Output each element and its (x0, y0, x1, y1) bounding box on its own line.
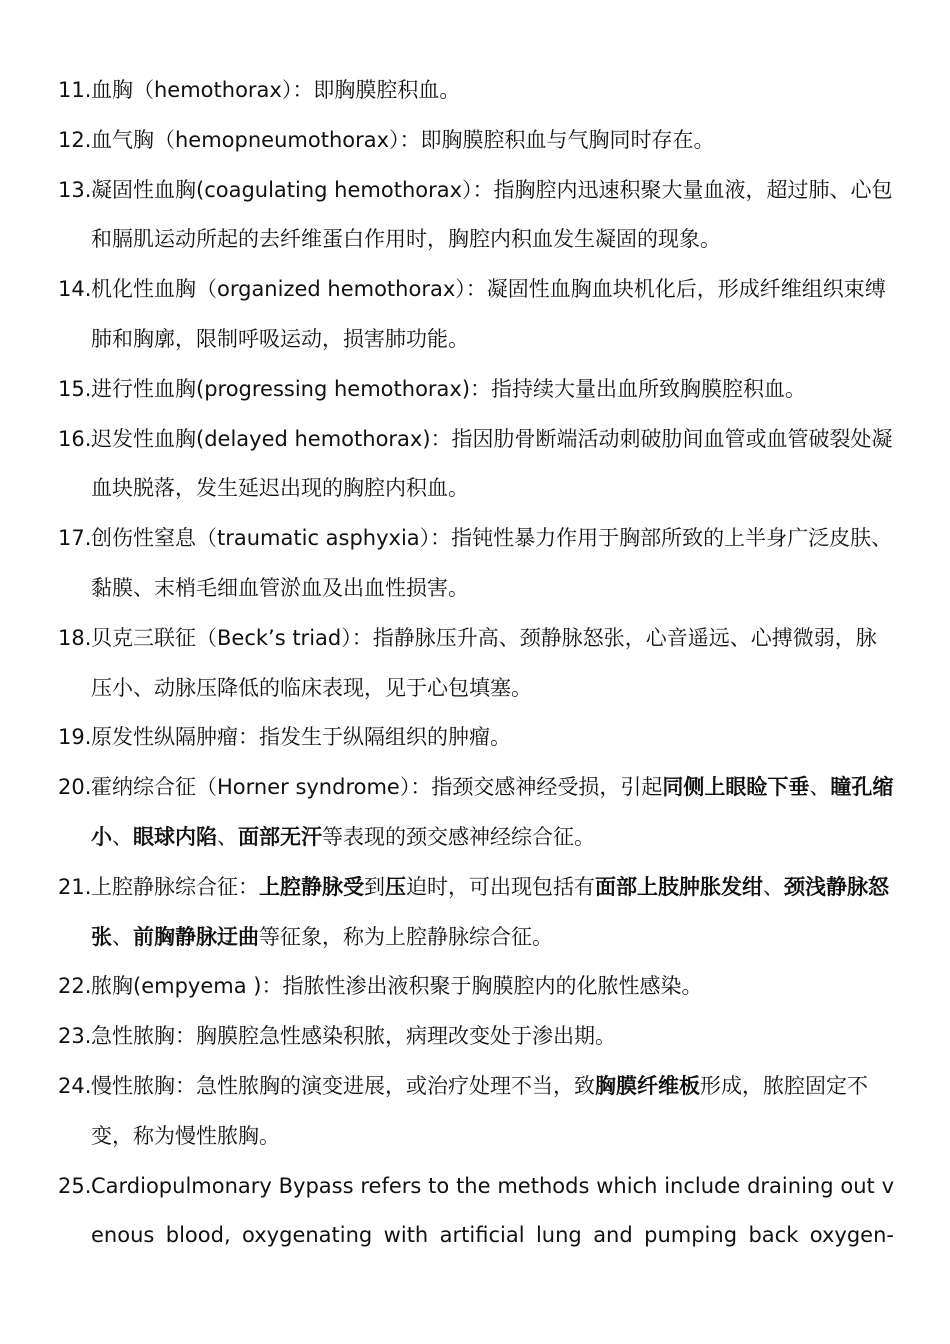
bold-text: 眼球内陷 (133, 824, 217, 849)
item-number: 25. (58, 1173, 92, 1198)
item-number: 14. (58, 277, 92, 302)
item-number: 20. (58, 775, 92, 800)
bold-text: 瞳孔缩小 (91, 775, 894, 849)
list-item (58, 962, 894, 1012)
list-item (58, 1162, 894, 1262)
item-number: 21. (58, 874, 92, 899)
item-text: 到 (364, 874, 385, 899)
item-text: 急性脓胸：胸膜腔急性感染积脓，病理改变处于渗出期。 (91, 1024, 616, 1049)
document-page (58, 66, 894, 1261)
item-text: 、 (112, 824, 133, 849)
bold-text: 胸膜纤维板 (595, 1073, 700, 1098)
item-text: Cardiopulmonary Bypass refers to the methods which include draining out venous blood, oxygenating with artificial lung and pumping back oxygen- (91, 1173, 894, 1248)
bold-text: 上腔静脉受 (259, 874, 364, 899)
item-text: 机化性血胸（organized hemothorax）：凝固性血胸血块机化后，形成纤维组织束缚肺和胸廓，限制呼吸运动，损害肺功能。 (91, 277, 886, 351)
item-text: 贝克三联征（Beck’s triad）：指静脉压升高、颈静脉怒张，心音遥远、心搏微弱，脉压小、动脉压降低的临床表现，见于心包填塞。 (91, 625, 877, 700)
list-item (58, 265, 894, 365)
bold-text: 同侧上眼睑下垂 (662, 775, 810, 800)
item-text: 、 (217, 824, 238, 849)
bold-text: 压 (385, 874, 406, 899)
bold-text: 面部无汗 (238, 824, 322, 849)
item-text: 等表现的颈交感神经综合征。 (322, 824, 595, 849)
item-text: 上腔静脉综合征： (91, 874, 259, 899)
item-text: 、 (112, 924, 133, 949)
item-text: 迟发性血胸(delayed hemothorax)：指因肋骨断端活动刺破肋间血管或血管破裂处凝血块脱落，发生延迟出现的胸腔内积血。 (91, 426, 893, 501)
item-text: 、 (763, 874, 784, 899)
item-text: 进行性血胸(progressing hemothorax)：指持续大量出血所致胸膜腔积血。 (91, 376, 807, 401)
item-number: 12. (58, 127, 92, 152)
list-item (58, 166, 894, 266)
item-number: 15. (58, 376, 92, 401)
item-number: 18. (58, 625, 92, 650)
list-item (58, 116, 894, 166)
bold-text: 颈浅静脉怒张 (91, 874, 889, 949)
item-number: 22. (58, 974, 92, 999)
bold-text: 面部上肢肿胀发绀 (595, 874, 763, 899)
item-text: 原发性纵隔肿瘤：指发生于纵隔组织的肿瘤。 (91, 725, 511, 750)
item-number: 11. (58, 78, 92, 102)
list-item (58, 365, 894, 415)
item-text: 慢性脓胸：急性脓胸的演变进展，或治疗处理不当，致 (91, 1073, 595, 1098)
list-item (58, 1012, 894, 1062)
bold-text: 前胸静脉迂曲 (133, 924, 259, 949)
list-item (58, 863, 894, 963)
item-text: 血胸（hemothorax）：即胸膜腔积血。 (91, 78, 461, 102)
item-text: 迫时，可出现包括有 (406, 874, 595, 899)
list-item (58, 514, 894, 614)
list-item (58, 713, 894, 763)
item-number: 24. (58, 1073, 92, 1098)
item-text: 形成，脓腔固定不变，称为慢性脓胸。 (91, 1073, 868, 1148)
list-item (58, 614, 894, 714)
list-item (58, 763, 894, 863)
list-item (58, 415, 894, 515)
item-text: 、 (809, 775, 831, 800)
item-number: 19. (58, 725, 92, 750)
list-item (58, 66, 894, 116)
item-number: 23. (58, 1024, 92, 1049)
item-text: 创伤性窒息（traumatic asphyxia）：指钝性暴力作用于胸部所致的上半身广泛皮肤、黏膜、末梢毛细血管淤血及出血性损害。 (91, 526, 893, 600)
item-text: 凝固性血胸(coagulating hemothorax）：指胸腔内迅速积聚大量血液，超过肺、心包和膈肌运动所起的去纤维蛋白作用时，胸腔内积血发生凝固的现象。 (91, 177, 893, 252)
item-text: 等征象，称为上腔静脉综合征。 (259, 924, 553, 949)
item-number: 16. (58, 426, 92, 451)
item-text: 脓胸(empyema )：指脓性渗出液积聚于胸膜腔内的化脓性感染。 (91, 974, 703, 999)
item-text: 霍纳综合征（Horner syndrome）：指颈交感神经受损，引起 (91, 775, 663, 800)
item-number: 17. (58, 526, 92, 551)
item-number: 13. (58, 177, 92, 202)
item-text: 血气胸（hemopneumothorax）：即胸膜腔积血与气胸同时存在。 (91, 127, 715, 152)
list-item (58, 1062, 894, 1162)
